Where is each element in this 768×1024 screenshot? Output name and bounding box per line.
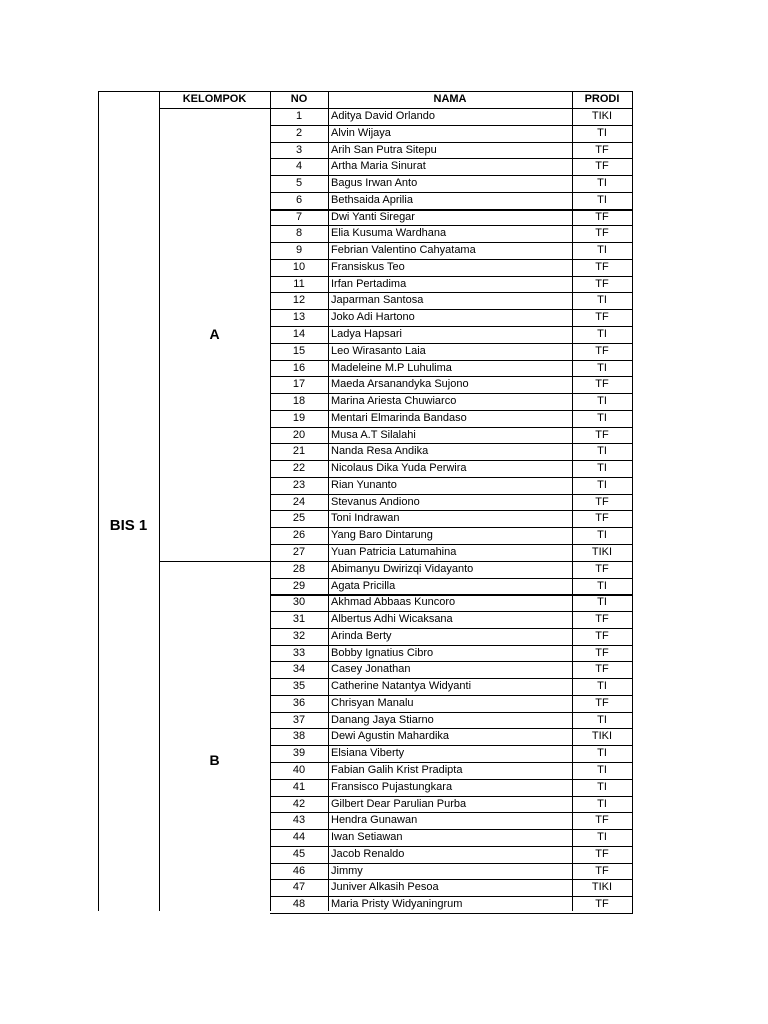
row-prodi: TF xyxy=(595,277,609,290)
row-nama: Yang Baro Dintarung xyxy=(331,529,433,542)
column-divider xyxy=(98,91,99,911)
row-nama: Aditya David Orlando xyxy=(331,110,435,122)
column-divider xyxy=(632,91,633,913)
row-nama: Danang Jaya Stiarno xyxy=(331,713,434,726)
roster-table xyxy=(98,91,634,911)
row-no: 32 xyxy=(292,629,306,642)
column-divider xyxy=(328,91,329,911)
row-prodi: TF xyxy=(595,378,609,391)
row-nama: Bagus Irwan Anto xyxy=(331,177,418,190)
row-prodi: TF xyxy=(595,143,609,156)
row-no: 10 xyxy=(292,260,306,273)
row-no: 42 xyxy=(292,797,306,810)
row-prodi: TI xyxy=(597,797,607,810)
row-prodi: TI xyxy=(597,244,607,257)
row-nama: Musa A.T Silalahi xyxy=(331,428,416,441)
row-nama: Yuan Patricia Latumahina xyxy=(331,546,457,559)
row-prodi: TF xyxy=(595,210,609,223)
row-nama: Chrisyan Manalu xyxy=(331,696,414,709)
row-nama: Artha Maria Sinurat xyxy=(331,160,426,173)
row-prodi: TI xyxy=(597,579,607,592)
row-no: 13 xyxy=(292,311,306,324)
row-prodi: TIKI xyxy=(591,730,613,743)
row-no: 17 xyxy=(292,378,306,391)
row-prodi: TI xyxy=(597,831,607,844)
row-prodi: TI xyxy=(597,596,607,609)
row-prodi: TI xyxy=(597,764,607,777)
row-no: 34 xyxy=(292,663,306,676)
row-no: 4 xyxy=(295,160,303,173)
row-no: 6 xyxy=(295,193,303,206)
row-nama: Nanda Resa Andika xyxy=(331,445,429,458)
row-prodi: TF xyxy=(595,613,609,626)
row-no: 15 xyxy=(292,344,306,357)
group-divider xyxy=(159,561,270,562)
row-prodi: TF xyxy=(595,663,609,676)
row-prodi: TF xyxy=(595,311,609,324)
row-nama: Irfan Pertadima xyxy=(331,277,407,290)
row-divider xyxy=(270,913,633,914)
row-prodi: TF xyxy=(595,227,609,240)
row-nama: Bobby Ignatius Cibro xyxy=(331,646,434,659)
row-prodi: TF xyxy=(595,344,609,357)
row-prodi: TF xyxy=(595,814,609,827)
row-nama: Joko Adi Hartono xyxy=(331,311,415,324)
row-prodi: TI xyxy=(597,713,607,726)
row-nama: Iwan Setiawan xyxy=(331,831,403,844)
bus-label: BIS 1 xyxy=(109,517,148,534)
row-nama: Jimmy xyxy=(331,864,363,877)
row-prodi: TI xyxy=(597,462,607,475)
header-nama: NAMA xyxy=(433,93,467,105)
row-nama: Madeleine M.P Luhulima xyxy=(331,361,452,374)
row-no: 11 xyxy=(293,277,305,290)
row-prodi: TI xyxy=(597,478,607,491)
table-top-border xyxy=(98,91,633,92)
row-nama: Agata Pricilla xyxy=(331,579,396,592)
row-prodi: TI xyxy=(597,747,607,760)
row-no: 21 xyxy=(292,445,306,458)
row-prodi: TI xyxy=(597,445,607,458)
row-prodi: TI xyxy=(597,328,607,340)
row-nama: Stevanus Andiono xyxy=(331,495,420,508)
row-nama: Akhmad Abbaas Kuncoro xyxy=(331,596,456,609)
row-prodi: TI xyxy=(597,126,607,139)
header-kelompok: KELOMPOK xyxy=(182,93,247,105)
row-prodi: TI xyxy=(597,177,607,190)
row-prodi: TIKI xyxy=(591,546,613,559)
row-no: 5 xyxy=(295,177,303,190)
row-nama: Fransiskus Teo xyxy=(331,260,405,273)
row-nama: Abimanyu Dwirizqi Vidayanto xyxy=(331,562,474,575)
row-nama: Albertus Adhi Wicaksana xyxy=(331,613,453,626)
row-nama: Maria Pristy Widyaningrum xyxy=(331,898,463,911)
row-nama: Japarman Santosa xyxy=(331,294,424,307)
row-no: 27 xyxy=(292,546,306,559)
row-no: 18 xyxy=(292,395,306,408)
row-no: 28 xyxy=(292,562,306,575)
row-nama: Fabian Galih Krist Pradipta xyxy=(331,764,463,777)
row-nama: Catherine Natantya Widyanti xyxy=(331,680,472,693)
group-label-b: B xyxy=(209,752,220,768)
row-nama: Marina Ariesta Chuwiarco xyxy=(331,395,457,408)
row-no: 46 xyxy=(292,864,306,877)
row-no: 26 xyxy=(292,529,306,542)
row-prodi: TF xyxy=(595,646,609,659)
row-nama: Alvin Wijaya xyxy=(331,126,391,139)
row-prodi: TF xyxy=(595,260,609,273)
row-nama: Elsiana Viberty xyxy=(331,747,405,760)
row-prodi: TI xyxy=(597,193,607,206)
row-no: 20 xyxy=(292,428,306,441)
row-prodi: TIKI xyxy=(591,881,613,894)
row-no: 2 xyxy=(295,126,303,139)
row-nama: Nicolaus Dika Yuda Perwira xyxy=(331,462,467,475)
row-nama: Elia Kusuma Wardhana xyxy=(331,227,447,240)
row-nama: Gilbert Dear Parulian Purba xyxy=(331,797,467,810)
row-nama: Leo Wirasanto Laia xyxy=(331,344,426,357)
row-nama: Arinda Berty xyxy=(331,629,392,642)
row-prodi: TF xyxy=(595,495,609,508)
row-prodi: TI xyxy=(597,395,607,408)
row-no: 40 xyxy=(292,764,306,777)
row-no: 12 xyxy=(292,294,306,307)
row-prodi: TIKI xyxy=(591,110,613,122)
row-no: 39 xyxy=(292,747,306,760)
row-no: 36 xyxy=(292,696,306,709)
row-no: 24 xyxy=(292,495,306,508)
row-prodi: TF xyxy=(595,512,609,525)
row-nama: Jacob Renaldo xyxy=(331,847,405,860)
row-prodi: TI xyxy=(597,294,607,307)
row-nama: Bethsaida Aprilia xyxy=(331,193,413,206)
row-no: 14 xyxy=(292,328,306,340)
row-no: 9 xyxy=(295,244,303,257)
row-nama: Dewi Agustin Mahardika xyxy=(331,730,450,743)
row-no: 31 xyxy=(292,613,306,626)
row-prodi: TI xyxy=(597,529,607,542)
row-nama: Dwi Yanti Siregar xyxy=(331,210,415,223)
column-divider xyxy=(159,91,160,911)
row-prodi: TF xyxy=(595,847,609,860)
row-no: 16 xyxy=(292,361,306,374)
row-no: 1 xyxy=(295,110,303,122)
row-nama: Rian Yunanto xyxy=(331,478,397,491)
row-no: 8 xyxy=(295,227,303,240)
row-nama: Juniver Alkasih Pesoa xyxy=(331,881,439,894)
row-nama: Maeda Arsanandyka Sujono xyxy=(331,378,469,391)
row-no: 47 xyxy=(292,881,306,894)
group-label-a: A xyxy=(209,326,220,342)
row-prodi: TF xyxy=(595,898,609,911)
row-no: 44 xyxy=(292,831,306,844)
row-no: 3 xyxy=(295,143,303,156)
row-nama: Toni Indrawan xyxy=(331,512,400,525)
row-nama: Arih San Putra Sitepu xyxy=(331,143,437,156)
row-nama: Fransisco Pujastungkara xyxy=(331,780,453,793)
row-no: 30 xyxy=(292,596,306,609)
row-no: 35 xyxy=(292,680,306,693)
row-prodi: TI xyxy=(597,680,607,693)
row-prodi: TI xyxy=(597,780,607,793)
row-nama: Ladya Hapsari xyxy=(331,328,402,340)
row-no: 7 xyxy=(295,210,303,223)
row-no: 43 xyxy=(292,814,306,827)
row-no: 38 xyxy=(292,730,306,743)
row-no: 29 xyxy=(292,579,306,592)
row-no: 23 xyxy=(292,478,306,491)
row-prodi: TF xyxy=(595,864,609,877)
row-nama: Mentari Elmarinda Bandaso xyxy=(331,411,467,424)
row-no: 25 xyxy=(292,512,306,525)
row-prodi: TF xyxy=(595,562,609,575)
row-no: 33 xyxy=(292,646,306,659)
row-prodi: TI xyxy=(597,411,607,424)
row-prodi: TF xyxy=(595,160,609,173)
row-no: 19 xyxy=(292,411,306,424)
row-prodi: TF xyxy=(595,696,609,709)
row-nama: Febrian Valentino Cahyatama xyxy=(331,244,476,257)
header-no: NO xyxy=(290,93,308,105)
row-prodi: TF xyxy=(595,629,609,642)
header-prodi: PRODI xyxy=(584,93,620,105)
row-no: 48 xyxy=(292,898,306,911)
row-prodi: TF xyxy=(595,428,609,441)
row-no: 37 xyxy=(292,713,306,726)
row-nama: Casey Jonathan xyxy=(331,663,411,676)
row-no: 45 xyxy=(292,847,306,860)
row-nama: Hendra Gunawan xyxy=(331,814,418,827)
row-prodi: TI xyxy=(597,361,607,374)
row-no: 22 xyxy=(292,462,306,475)
row-no: 41 xyxy=(292,780,306,793)
